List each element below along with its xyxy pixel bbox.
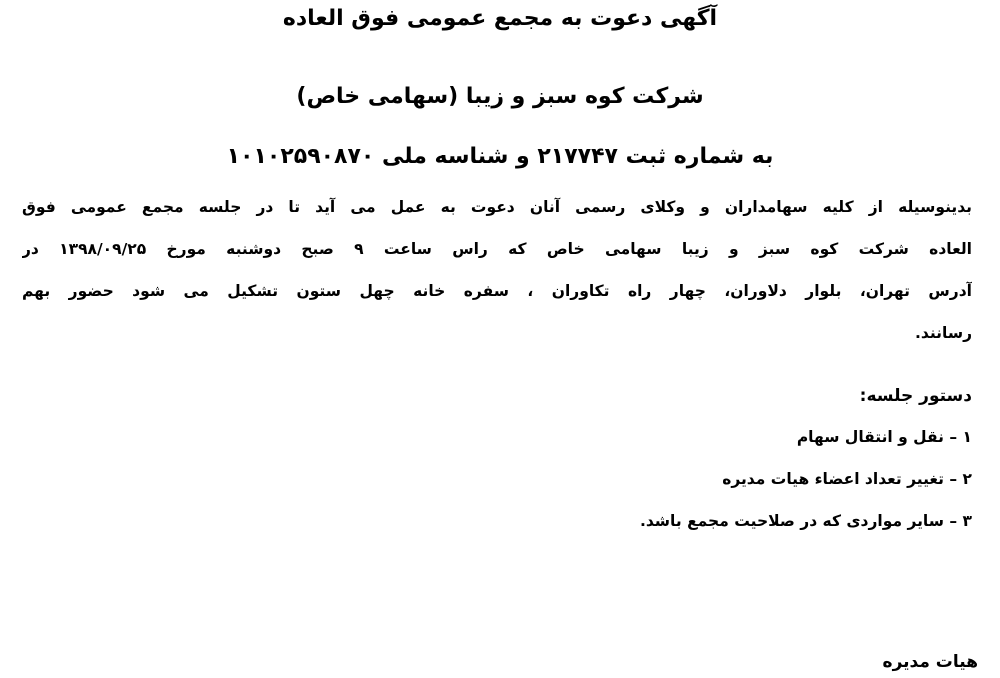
registration-info: به شماره ثبت ۲۱۷۷۴۷ و شناسه ملی ۱۰۱۰۲۵۹۰۸۷۰ — [226, 144, 774, 169]
agenda-item: ۲ – تغییر تعداد اعضاء هیات مدیره — [722, 470, 972, 488]
paragraph-line: رسانند. — [915, 324, 972, 342]
notice-title: آگهی دعوت به مجمع عمومی فوق العاده — [282, 6, 718, 31]
paragraph-line: العاده شرکت کوه سبز و زیبا سهامی خاص که راس ساعت ۹ صبح دوشنبه مورخ ۱۳۹۸/۰۹/۲۵ در — [22, 240, 972, 258]
agenda-list — [640, 422, 972, 548]
invitation-paragraph — [22, 192, 972, 348]
agenda-item: ۳ – سایر مواردی که در صلاحیت مجمع باشد. — [639, 512, 972, 530]
agenda-item: ۱ – نقل و انتقال سهام — [796, 428, 972, 446]
company-name: شرکت کوه سبز و زیبا (سهامی خاص) — [296, 84, 704, 109]
board-signature: هیات مدیره — [882, 652, 978, 672]
paragraph-line: آدرس تهران، بلوار دلاوران، چهار راه تکاوران ، سفره خانه چهل ستون تشکیل می شود حضور بهم — [22, 282, 972, 300]
agenda-heading: دستور جلسه: — [859, 386, 972, 406]
paragraph-line: بدینوسیله از کلیه سهامداران و وکلای رسمی آنان دعوت به عمل می آید تا در جلسه مجمع عمومی فوق — [22, 198, 972, 216]
